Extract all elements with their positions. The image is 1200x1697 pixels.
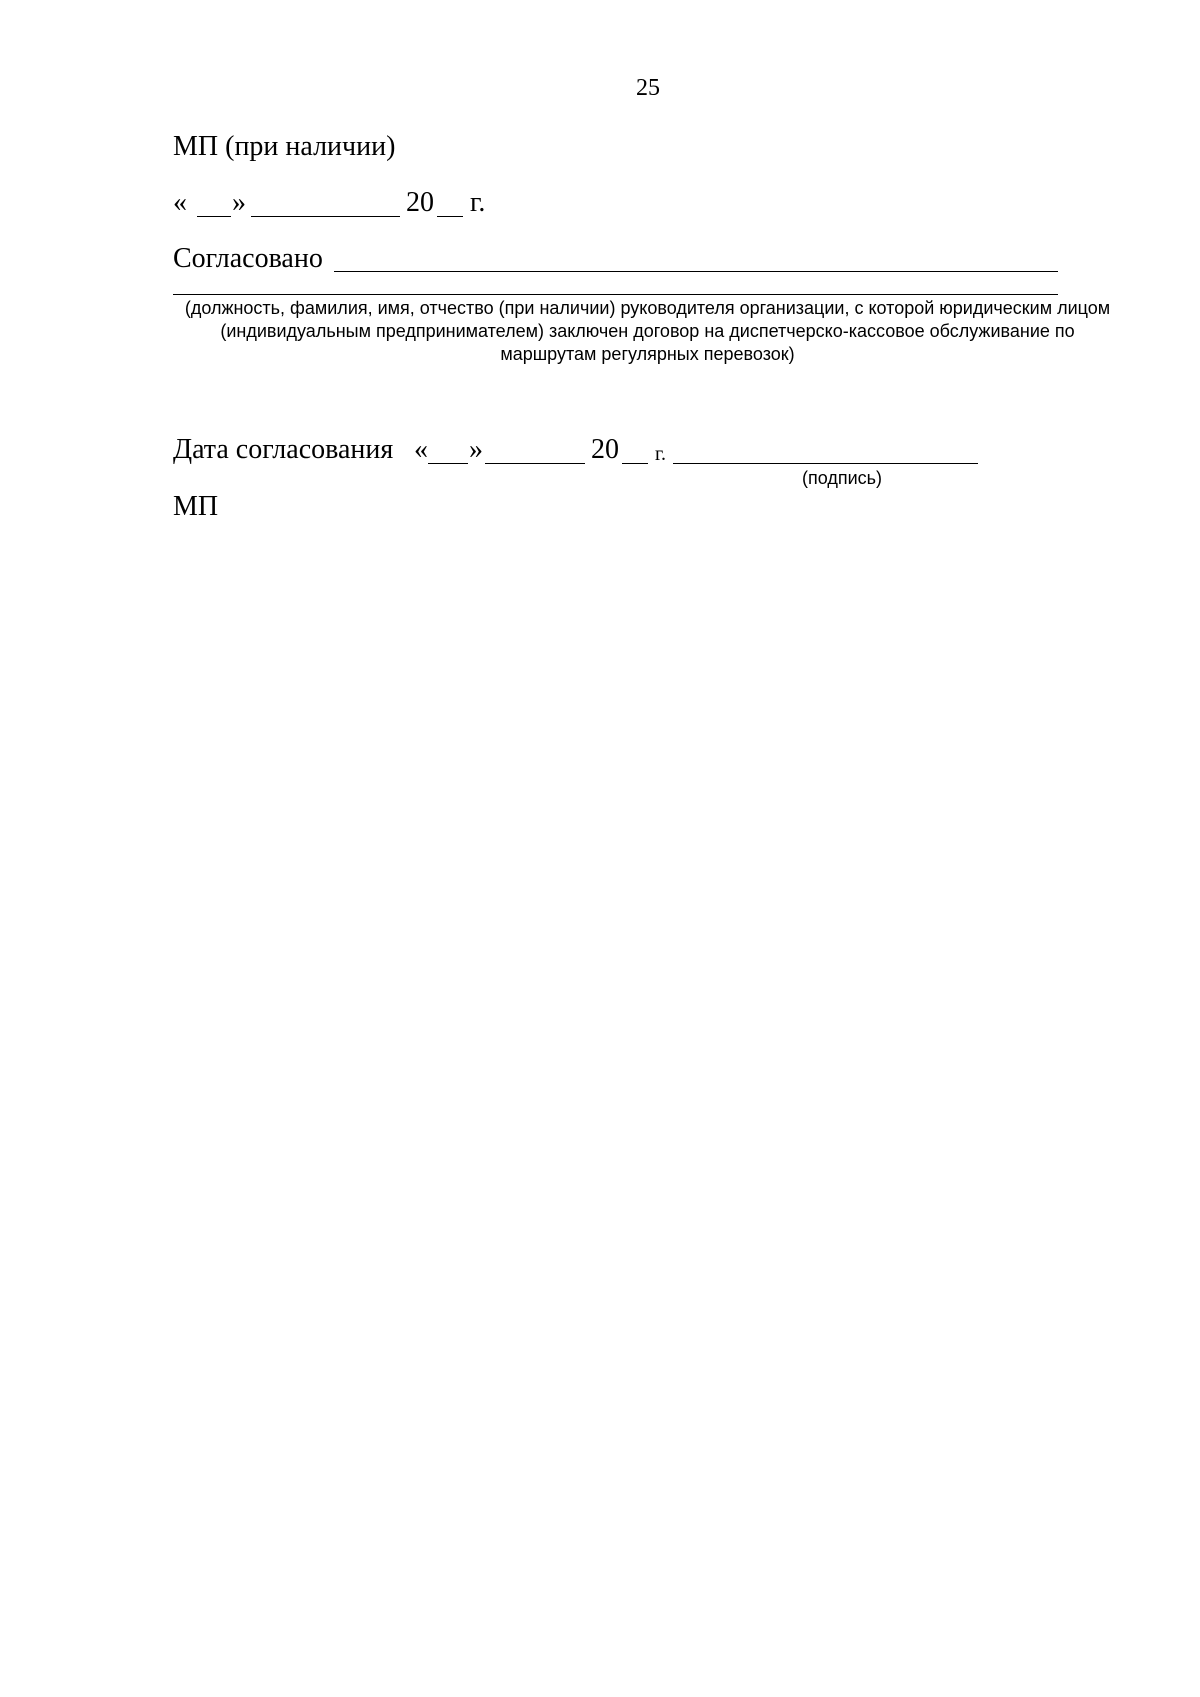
stamp-place-optional: МП (при наличии): [173, 131, 396, 162]
year-blank[interactable]: [437, 216, 463, 217]
day-blank[interactable]: [197, 216, 231, 217]
approval-day-blank[interactable]: [428, 463, 468, 464]
approval-signature-line[interactable]: [673, 463, 978, 464]
approval-quote-close: »: [469, 434, 483, 465]
approval-quote-open: «: [414, 434, 428, 465]
signature-caption: (подпись): [802, 468, 883, 488]
agreed-signature-line[interactable]: [334, 271, 1058, 272]
approval-year-prefix: 20: [591, 434, 619, 465]
stamp-place: МП: [173, 491, 219, 522]
agreed-label: Согласовано: [173, 243, 323, 274]
month-blank[interactable]: [251, 216, 400, 217]
quote-open: «: [173, 187, 187, 218]
agreed-caption: (должность, фамилия, имя, отчество (при наличии) руководителя организации, с которой юридическим лицом (индивидуальным предпринимателем) заключен договор на диспетчерско-кассовое обслуживание по маршрутам регулярных перевозок): [184, 298, 1111, 364]
year-prefix: 20: [406, 187, 434, 218]
approval-month-blank[interactable]: [485, 463, 585, 464]
page-number: 25: [636, 75, 660, 101]
year-suffix: г.: [470, 187, 486, 218]
quote-close: »: [232, 187, 246, 218]
approval-date-label: Дата согласования: [173, 434, 394, 465]
approval-year-blank[interactable]: [622, 463, 648, 464]
approval-year-suffix: г.: [655, 443, 666, 465]
agreed-second-line[interactable]: [173, 294, 1058, 295]
